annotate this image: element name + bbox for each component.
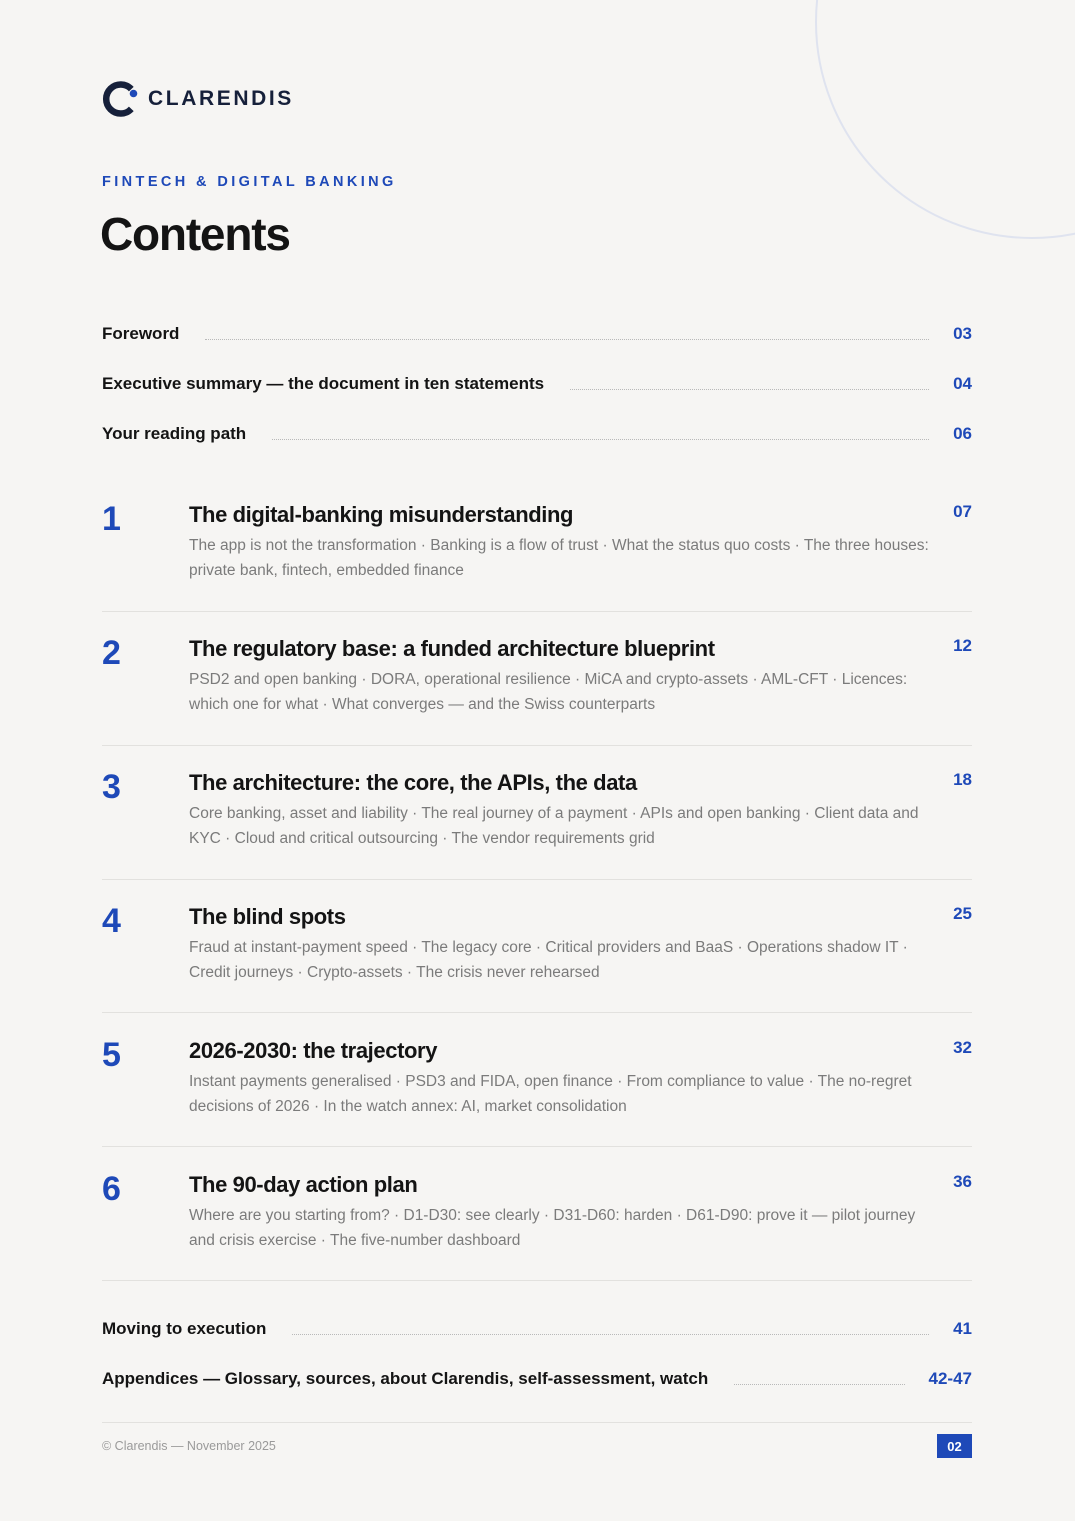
chapter-entry-1[interactable] bbox=[102, 500, 972, 634]
footer-divider bbox=[102, 1422, 972, 1423]
chapter-entry-2[interactable] bbox=[102, 634, 972, 768]
toc-entry-appendices[interactable] bbox=[102, 1365, 972, 1389]
chapter-description: Core banking, asset and liability · The real journey of a payment · APIs and open banking · Client data and KYC · Cloud and critical outsourcing · The vendor requirements grid bbox=[189, 805, 919, 847]
toc-entry-page: 41 bbox=[953, 1319, 972, 1338]
divider bbox=[102, 745, 972, 746]
page-title: Contents bbox=[100, 208, 290, 260]
decorative-circle bbox=[815, 0, 1075, 239]
chapter-number: 3 bbox=[102, 768, 121, 806]
leader-dots bbox=[734, 1384, 904, 1385]
toc-entry-page: 03 bbox=[953, 324, 972, 343]
chapter-title: The architecture: the core, the APIs, the data bbox=[189, 770, 637, 795]
page-number-badge: 02 bbox=[937, 1434, 972, 1458]
toc-entry-label: Executive summary — the document in ten statements bbox=[102, 374, 545, 393]
toc-entry-page: 42-47 bbox=[928, 1369, 972, 1388]
toc-entry-moving-to-execution[interactable] bbox=[102, 1315, 972, 1339]
chapter-description: Where are you starting from? · D1-D30: see clearly · D31-D60: harden · D61-D90: prove it — pilot journey and crisis exercise · The five-number dashboard bbox=[189, 1207, 916, 1249]
chapter-description: Instant payments generalised · PSD3 and FIDA, open finance · From compliance to value · The no-regret decisions of 2026 · In the watch annex: AI, market consolidation bbox=[189, 1073, 912, 1115]
chapter-entry-5[interactable] bbox=[102, 1036, 972, 1170]
chapter-title: The regulatory base: a funded architecture blueprint bbox=[189, 636, 715, 661]
chapter-page: 32 bbox=[953, 1038, 972, 1057]
chapter-title: The digital-banking misunderstanding bbox=[189, 502, 574, 527]
chapter-number: 1 bbox=[102, 500, 121, 538]
chapter-page: 36 bbox=[953, 1172, 972, 1191]
toc-entry-executive-summary[interactable] bbox=[102, 370, 972, 394]
divider bbox=[102, 1146, 972, 1147]
divider bbox=[102, 1280, 972, 1281]
chapter-page: 25 bbox=[953, 904, 972, 923]
section-kicker: FINTECH & DIGITAL BANKING bbox=[102, 174, 397, 190]
toc-entry-label: Foreword bbox=[102, 324, 180, 343]
chapter-page: 12 bbox=[953, 636, 972, 655]
footer-copyright: © Clarendis — November 2025 bbox=[102, 1439, 276, 1453]
leader-dots bbox=[292, 1334, 929, 1335]
clarendis-logo-icon bbox=[102, 80, 138, 118]
toc-entry-label: Moving to execution bbox=[102, 1319, 267, 1338]
divider bbox=[102, 879, 972, 880]
toc-entry-reading-path[interactable] bbox=[102, 420, 972, 444]
chapter-number: 5 bbox=[102, 1036, 121, 1074]
brand-logo bbox=[102, 80, 294, 118]
chapter-entry-4[interactable] bbox=[102, 902, 972, 1036]
chapter-entry-3[interactable] bbox=[102, 768, 972, 902]
chapter-title: The blind spots bbox=[189, 904, 346, 929]
chapter-page: 18 bbox=[953, 770, 972, 789]
chapter-title: The 90-day action plan bbox=[189, 1172, 418, 1197]
leader-dots bbox=[272, 439, 929, 440]
divider bbox=[102, 1012, 972, 1013]
chapter-entry-6[interactable] bbox=[102, 1170, 972, 1304]
chapter-title: 2026-2030: the trajectory bbox=[189, 1038, 438, 1063]
toc-entry-foreword[interactable] bbox=[102, 320, 972, 344]
toc-entry-page: 06 bbox=[953, 424, 972, 443]
divider bbox=[102, 611, 972, 612]
toc-entry-page: 04 bbox=[953, 374, 972, 393]
toc-entry-label: Appendices — Glossary, sources, about Clarendis, self-assessment, watch bbox=[102, 1369, 709, 1388]
chapter-description: The app is not the transformation · Banking is a flow of trust · What the status quo costs · The three houses: private bank, fintech, embedded finance bbox=[189, 537, 929, 579]
chapter-number: 6 bbox=[102, 1170, 121, 1208]
chapter-page: 07 bbox=[953, 502, 972, 521]
chapter-description: PSD2 and open banking · DORA, operational resilience · MiCA and crypto-assets · AML-CFT · Licences: which one for what · What converges — and the Swiss counterparts bbox=[189, 671, 908, 713]
chapter-description: Fraud at instant-payment speed · The legacy core · Critical providers and BaaS · Operations shadow IT · Credit journeys · Crypto-assets · The crisis never rehearsed bbox=[189, 939, 908, 981]
leader-dots bbox=[205, 339, 929, 340]
leader-dots bbox=[570, 389, 929, 390]
chapter-number: 2 bbox=[102, 634, 121, 672]
chapter-number: 4 bbox=[102, 902, 121, 940]
toc-entry-label: Your reading path bbox=[102, 424, 247, 443]
brand-name: CLARENDIS bbox=[148, 87, 294, 110]
